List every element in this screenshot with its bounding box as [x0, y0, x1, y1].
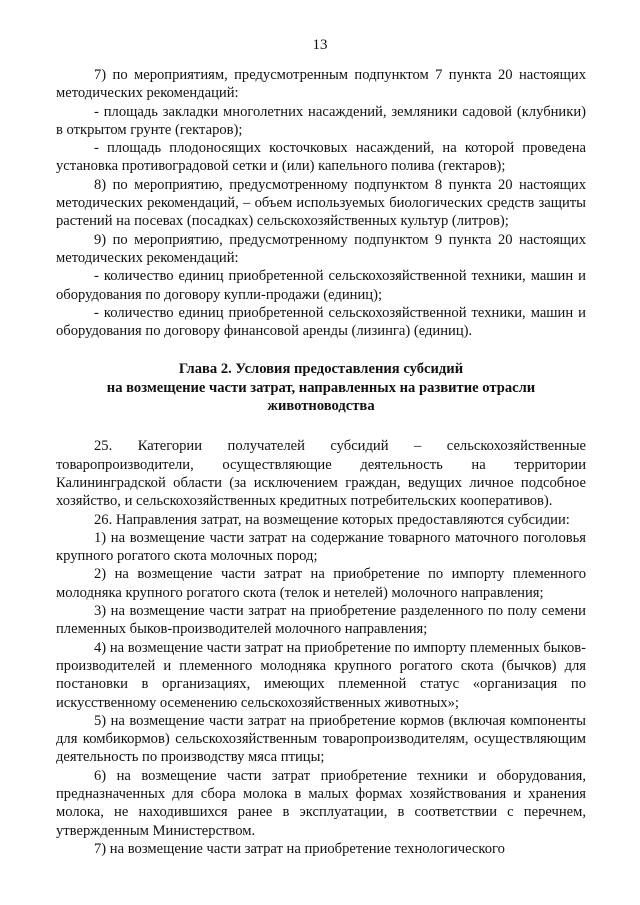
paragraph: 6) на возмещение части затрат приобретение техники и оборудования, предназначенных для сбора молока в малых формах хозяйствования и хранения молока, не находившихся ранее в эксплуатации, в соответствии с перечнем, утвержденным Министерством. [56, 767, 586, 839]
paragraph: - площадь закладки многолетних насаждений, земляники садовой (клубники) в открытом грунте (гектаров); [56, 103, 586, 138]
document-body [56, 66, 586, 858]
paragraph: - площадь плодоносящих косточковых насаждений, на которой проведена установка противоградовой сетки и (или) капельного полива (гектаров); [56, 140, 586, 175]
paragraph: 1) на возмещение части затрат на содержание товарного маточного поголовья крупного рогатого скота молочных пород; [56, 529, 586, 565]
chapter-heading [56, 360, 586, 415]
paragraph: - количество единиц приобретенной сельскохозяйственной техники, машин и оборудования по договору купли-продажи (единиц); [56, 268, 586, 303]
paragraph: 26. Направления затрат, на возмещение которых предоставляются субсидии: [94, 511, 570, 528]
chapter-heading-line: на возмещение части затрат, направленных на развитие отрасли [106, 379, 536, 396]
paragraph: 5) на возмещение части затрат на приобретение кормов (включая компоненты для комбикормов) сельскохозяйственным товаропроизводителям, осуществляющим деятельность по производству мяса птицы; [56, 712, 586, 766]
chapter-heading-line: Глава 2. Условия предоставления субсидий [178, 361, 464, 378]
paragraph: 4) на возмещение части затрат на приобретение по импорту племенных быков-производителей и племенного молодняка крупного рогатого скота (бычков) для постановки в организациях, имеющих племенной статус «организация по искусственному осеменению сельскохозяйственных животных»; [56, 639, 586, 711]
paragraph: - количество единиц приобретенной сельскохозяйственной техники, машин и оборудования по договору финансовой аренды (лизинга) (единиц). [56, 304, 586, 340]
paragraph: 8) по мероприятию, предусмотренному подпунктом 8 пункта 20 настоящих методических рекомендаций, – объем используемых биологических средств защиты растений на посевах (посадках) сельскохозяйственных культур (литров); [56, 176, 586, 230]
chapter-heading-line: животноводства [267, 398, 375, 415]
paragraph: 7) на возмещение части затрат на приобретение технологического [94, 840, 505, 857]
paragraph: 9) по мероприятию, предусмотренному подпунктом 9 пункта 20 настоящих методических рекомендаций: [56, 231, 586, 266]
paragraph: 7) по мероприятиям, предусмотренным подпунктом 7 пункта 20 настоящих методических рекомендаций: [56, 67, 586, 102]
paragraph: 3) на возмещение части затрат на приобретение разделенного по полу семени племенных быков-производителей молочного направления; [56, 603, 586, 638]
page-number: 13 [312, 37, 328, 53]
paragraph: 25. Категории получателей субсидий – сельскохозяйственные товаропроизводители, осуществляющие деятельность на территории Калининградской области (за исключением граждан, ведущих личное подсобное хозяйство, и сельскохозяйственных кредитных потребительских кооперативов). [56, 438, 586, 510]
paragraph: 2) на возмещение части затрат на приобретение по импорту племенного молодняка крупного рогатого скота (телок и нетелей) молочного направления; [56, 566, 586, 601]
